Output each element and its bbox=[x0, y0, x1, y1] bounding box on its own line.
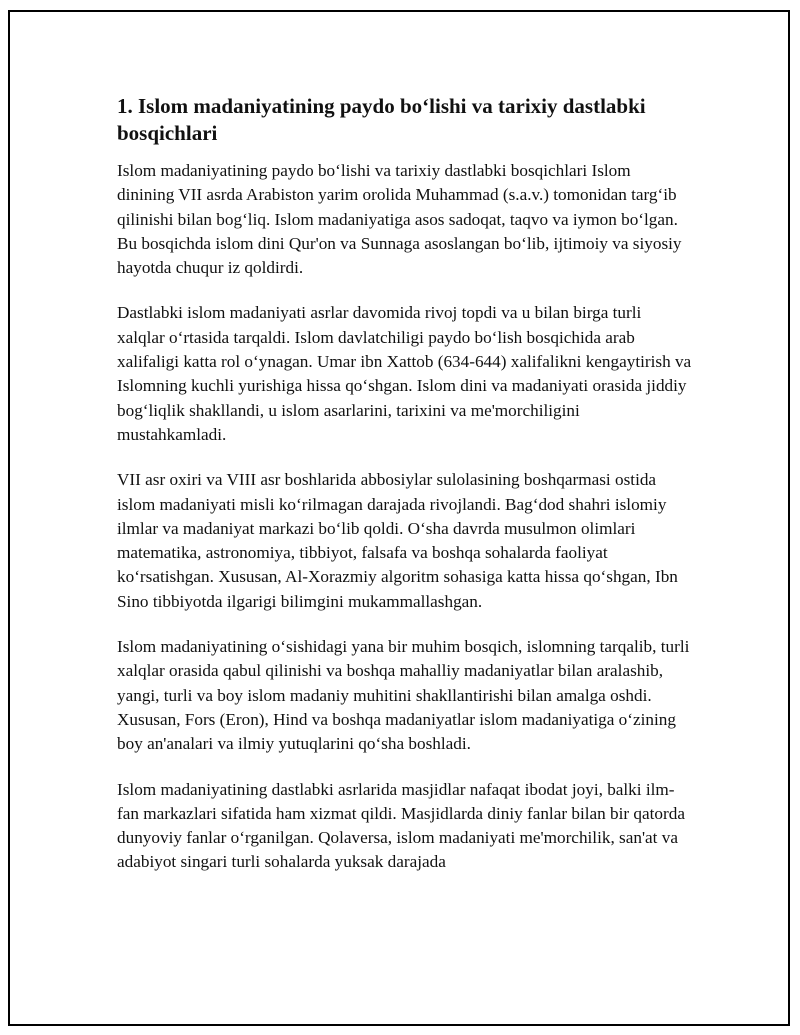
paragraph-1: Islom madaniyatining paydo bo‘lishi va tarixiy dastlabki bosqichlari Islom dinining VII asrda Arabiston yarim orolida Muhammad (s.a.v.) tomonidan targ‘ib qilinishi bilan bog‘liq. Islom madaniyatiga asos sadoqat, taqvo va iymon bo‘lgan. Bu bosqichda islom dini Qur'on va Sunnaga asoslangan bo‘lib, ijtimoiy va siyosiy hayotda chuqur iz qoldirdi. bbox=[117, 161, 682, 278]
paragraph-4: Islom madaniyatining o‘sishidagi yana bir muhim bosqich, islomning tarqalib, turli xalqlar orasida qabul qilinishi va boshqa mahalliy madaniyatlar bilan aralashib, yangi, turli va boy islom madaniy muhitini shakllantirishi bilan amalga oshdi. Xususan, Fors (Eron), Hind va boshqa madaniyatlar islom madaniyatiga o‘zining boy an'analari va ilmiy yutuqlarini qo‘sha boshladi. bbox=[117, 637, 690, 754]
paragraph-2: Dastlabki islom madaniyati asrlar davomida rivoj topdi va u bilan birga turli xalqlar o‘rtasida tarqaldi. Islom davlatchiligi paydo bo‘lish bosqichida arab xalifaligi katta rol o‘ynagan. Umar ibn Xattob (634-644) xalifalikni kengaytirish va Islomning kuchli yurishiga hissa qo‘shgan. Islom dini va madaniyati orasida jiddiy bog‘liqlik shakllandi, u islom asarlarini, tarixini va me'morchiligini mustahkamladi. bbox=[117, 303, 692, 444]
paragraph-5: Islom madaniyatining dastlabki asrlarida masjidlar nafaqat ibodat joyi, balki ilm-fan markazlari sifatida ham xizmat qildi. Masjidlarda diniy fanlar bilan bir qatorda dunyoviy fanlar o‘rganilgan. Qolaversa, islom madaniyati me'morchilik, san'at va adabiyot singari turli sohalarda yuksak darajada bbox=[117, 779, 685, 872]
section-heading: 1. Islom madaniyatining paydo bo‘lishi va tarixiy dastlabki bosqichlari bbox=[117, 94, 646, 145]
paragraph-3: VII asr oxiri va VIII asr boshlarida abbosiylar sulolasining boshqarmasi ostida islom madaniyati misli ko‘rilmagan darajada rivojlandi. Bag‘dod shahri islomiy ilmlar va madaniyat markazi bo‘lib qoldi. O‘sha davrda musulmon olimlari matematika, astronomiya, tibbiyot, falsafa va boshqa sohalarda faoliyat ko‘rsatishgan. Xususan, Al-Xorazmiy algoritm sohasiga katta hissa qo‘shgan, Ibn Sino tibbiyotda ilgarigi bilimgini mukammallashgan. bbox=[117, 470, 678, 611]
document-body bbox=[117, 93, 692, 896]
